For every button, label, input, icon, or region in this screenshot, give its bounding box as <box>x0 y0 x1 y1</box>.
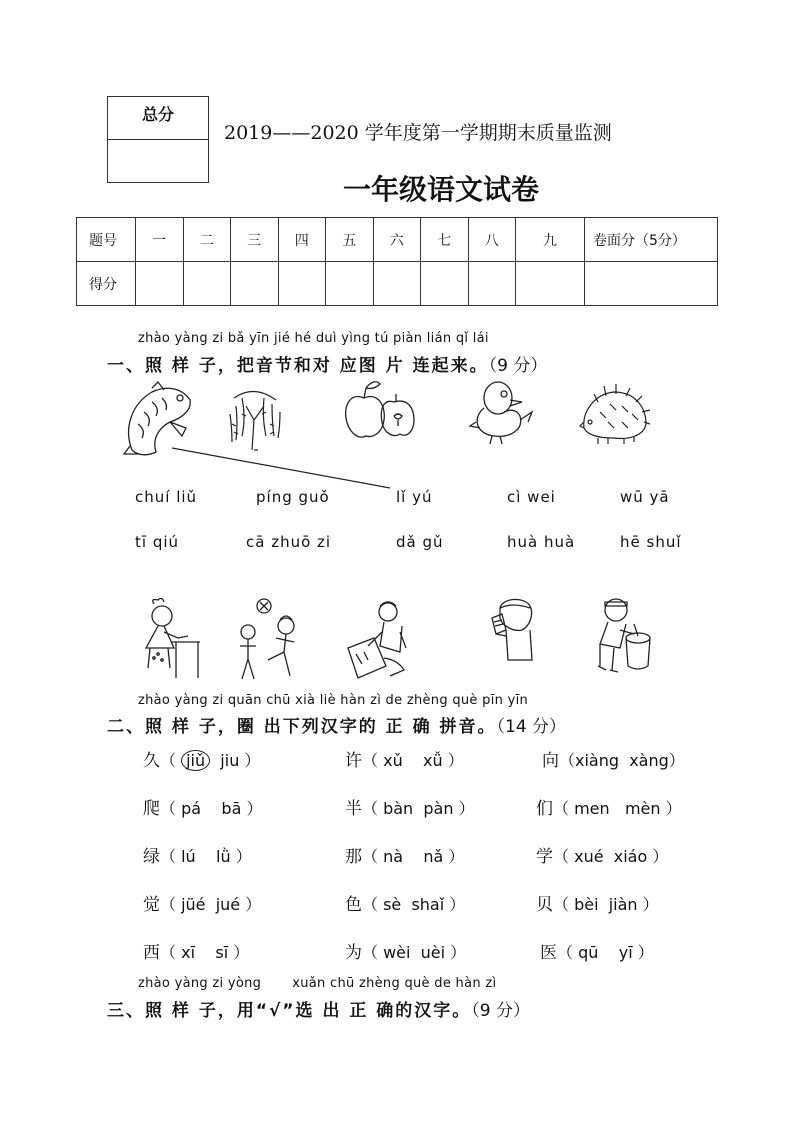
pinyin-option[interactable]: píng guǒ <box>256 488 330 506</box>
pinyin-option[interactable]: wū yā <box>620 488 670 506</box>
pinyin-option[interactable]: bā <box>221 799 242 818</box>
pinyin-option[interactable]: xiáo <box>613 847 648 866</box>
section3-pinyin: zhào yàng zi yòng xuǎn chū zhèng què de hàn zì <box>138 976 497 991</box>
pinyin-option[interactable]: hē shuǐ <box>620 533 682 551</box>
table-cell[interactable] <box>278 262 326 306</box>
pinyin-option[interactable]: xàng <box>629 751 669 770</box>
pinyin-option[interactable]: xī <box>181 943 196 962</box>
pinyin-option[interactable]: sè <box>383 895 402 914</box>
pinyin-option[interactable]: xǔ <box>383 751 403 770</box>
pinyin-choice-item: 绿（ lú lǜ ） <box>143 847 252 867</box>
section3-heading <box>107 996 530 1021</box>
pinyin-option[interactable]: jiu <box>220 751 240 770</box>
pinyin-option[interactable]: lǜ <box>216 847 231 866</box>
section1-score: （9 分） <box>488 356 548 376</box>
table-cell[interactable] <box>373 262 421 306</box>
child-drawing-picture <box>344 598 410 682</box>
table-cell: 三 <box>231 218 279 262</box>
pinyin-choice-item: 觉（ jüé jué ） <box>143 895 262 915</box>
hedgehog-picture <box>578 382 650 448</box>
pinyin-option[interactable]: sī <box>215 943 229 962</box>
pinyin-option[interactable]: cā zhuō zi <box>246 533 332 551</box>
pinyin-option[interactable]: lǐ yú <box>396 488 433 506</box>
table-cell[interactable] <box>585 262 718 306</box>
pinyin-choice-item: 那（ nà nǎ ） <box>345 847 465 867</box>
pinyin-choice-item: 色（ sè shaǐ ） <box>345 895 466 915</box>
pinyin-option[interactable]: xiàng <box>575 751 620 770</box>
pinyin-option[interactable]: dǎ gǔ <box>396 533 444 551</box>
circled-pinyin-option[interactable]: jiǔ <box>181 750 210 771</box>
pinyin-option[interactable]: jiàn <box>608 895 638 914</box>
pinyin-option[interactable]: chuí liǔ <box>135 488 198 506</box>
table-cell: 卷面分（5分） <box>585 218 718 262</box>
pinyin-option[interactable]: yī <box>618 943 633 962</box>
total-score-box <box>107 96 209 183</box>
exam-year-title: 2019——2020 学年度第一学期期末质量监测 <box>224 122 612 144</box>
table-row <box>77 218 718 262</box>
willow-tree-picture <box>224 384 286 454</box>
pinyin-option[interactable]: lú <box>181 847 196 866</box>
pinyin-option[interactable]: mèn <box>624 799 661 818</box>
pinyin-choice-item: 爬（ pá bā ） <box>143 799 263 819</box>
apples-picture <box>342 376 416 442</box>
example-connecting-line <box>170 446 394 492</box>
page-title: 一年级语文试卷 <box>343 173 540 206</box>
boy-beating-drum-picture <box>590 594 656 678</box>
pinyin-option[interactable]: wèi <box>383 943 411 962</box>
pinyin-choice-item: 学（ xué xiáo ） <box>536 847 669 867</box>
section2-heading <box>107 712 566 737</box>
pinyin-option[interactable]: cì wei <box>507 488 556 506</box>
pinyin-option[interactable]: tī qiú <box>135 533 180 551</box>
pinyin-choice-item: 半（ bàn pàn ） <box>345 799 475 819</box>
kids-kicking-ball-picture <box>232 596 306 686</box>
section3-title: 三、照 样 子，用“√”选 出 正 确的汉字。 <box>107 1001 472 1021</box>
section2-title: 二、照 样 子，圈 出下列汉字的 正 确 拼音。 <box>107 717 497 737</box>
table-cell: 五 <box>326 218 374 262</box>
pinyin-option[interactable]: shaǐ <box>411 895 445 914</box>
pinyin-choice-item: 久（ jiǔ jiu ） <box>143 751 261 771</box>
pinyin-choice-item: 医（ qū yī ） <box>540 943 654 963</box>
section1-heading <box>107 351 547 376</box>
section2-pinyin: zhào yàng zi quān chū xià liè hàn zì de zhèng què pīn yīn <box>138 693 529 708</box>
pinyin-choice-item: 贝（ bèi jiàn ） <box>536 895 659 915</box>
table-cell: 九 <box>516 218 585 262</box>
table-row <box>77 262 718 306</box>
pinyin-option[interactable]: xué <box>574 847 604 866</box>
table-cell: 题号 <box>77 218 136 262</box>
section3-score: （9 分） <box>471 1001 531 1021</box>
section2-score: （14 分） <box>496 717 567 737</box>
girl-wiping-table-picture <box>136 598 202 684</box>
pinyin-option[interactable]: bèi <box>574 895 599 914</box>
table-cell[interactable] <box>516 262 585 306</box>
table-cell[interactable] <box>183 262 231 306</box>
section1-pinyin: zhào yàng zi bǎ yīn jié hé duì yìng tú piàn lián qǐ lái <box>138 331 489 346</box>
table-cell: 得分 <box>77 262 136 306</box>
table-cell: 六 <box>373 218 421 262</box>
table-cell: 一 <box>136 218 184 262</box>
total-score-label: 总分 <box>108 97 208 140</box>
pinyin-option[interactable]: huà huà <box>507 533 576 551</box>
pinyin-option[interactable]: qū <box>578 943 599 962</box>
pinyin-option[interactable]: uèi <box>420 943 446 962</box>
pinyin-option[interactable]: bàn <box>383 799 414 818</box>
table-cell[interactable] <box>136 262 184 306</box>
pinyin-option[interactable]: xǚ <box>423 751 443 770</box>
table-cell[interactable] <box>468 262 516 306</box>
table-cell[interactable] <box>231 262 279 306</box>
section1-title: 一、照 样 子，把音节和对 应图 片 连起来。 <box>107 356 489 376</box>
table-cell[interactable] <box>421 262 469 306</box>
pinyin-choice-item: 们（ men mèn ） <box>536 799 682 819</box>
table-cell: 八 <box>468 218 516 262</box>
pinyin-option[interactable]: nà <box>383 847 404 866</box>
pinyin-choice-item: 为（ wèi uèi ） <box>345 943 467 963</box>
table-cell: 四 <box>278 218 326 262</box>
table-cell[interactable] <box>326 262 374 306</box>
pinyin-option[interactable]: jüé <box>181 895 206 914</box>
score-table <box>76 217 718 306</box>
pinyin-choice-item: 向（xiàng xàng） <box>542 751 685 771</box>
crow-bird-picture <box>468 378 536 446</box>
pinyin-option[interactable]: pá <box>181 799 202 818</box>
table-cell: 七 <box>421 218 469 262</box>
pinyin-option[interactable]: men <box>574 799 610 818</box>
pinyin-choice-item: 许（ xǔ xǚ ） <box>345 751 464 771</box>
table-cell: 二 <box>183 218 231 262</box>
pinyin-option[interactable]: nǎ <box>423 847 444 866</box>
pinyin-option[interactable]: pàn <box>423 799 454 818</box>
pinyin-choice-item: 西（ xī sī ） <box>143 943 250 963</box>
boy-drinking-water-picture <box>480 596 540 672</box>
pinyin-option[interactable]: jué <box>215 895 241 914</box>
